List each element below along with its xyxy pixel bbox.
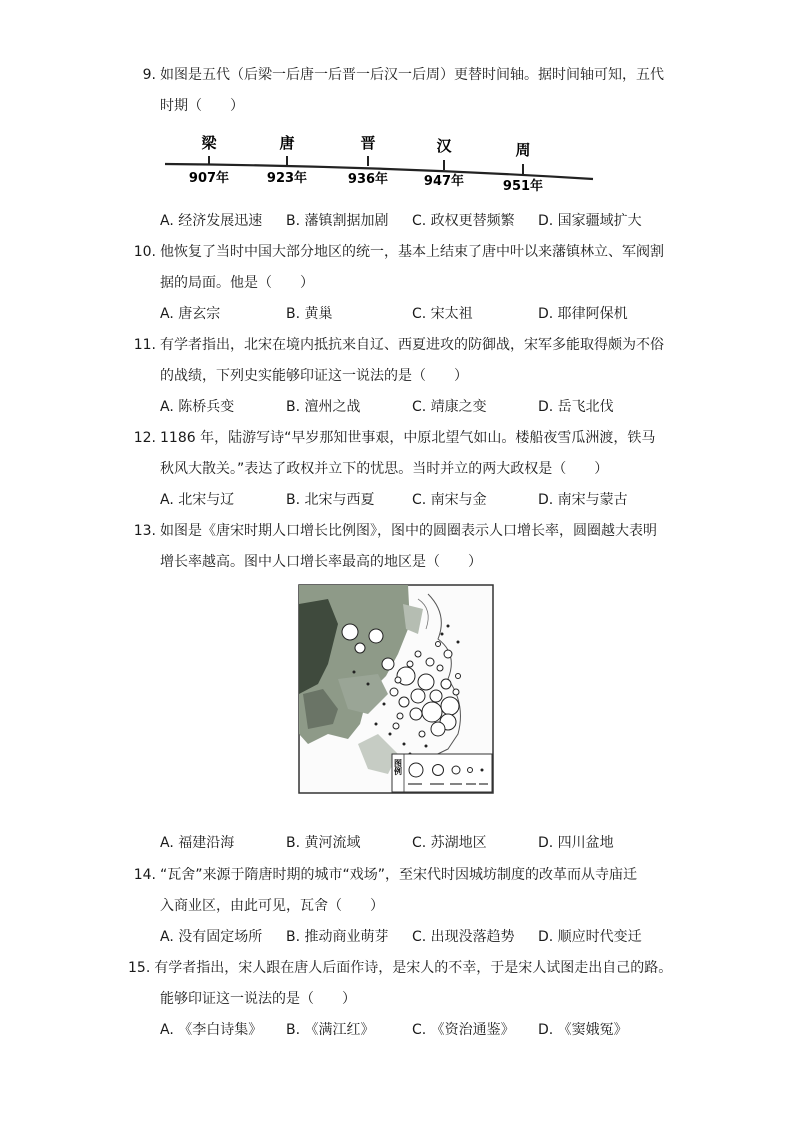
question-number: 12. [133, 430, 156, 446]
option-a: A. 唐玄宗 [160, 306, 221, 322]
option-b: B. 北宋与西夏 [286, 492, 375, 508]
option-a: A. 经济发展迅速 [160, 213, 263, 229]
option-d: D. 顺应时代变迁 [538, 929, 642, 945]
option-c: C. 苏湖地区 [412, 835, 487, 851]
option-d: D. 耶律阿保机 [538, 306, 628, 322]
timeline-dynasty-tang: 唐 [279, 134, 295, 152]
option-d: D. 南宋与蒙古 [538, 492, 628, 508]
option-b: B. 《满江红》 [286, 1022, 375, 1038]
question-15 [128, 953, 673, 1046]
question-10 [128, 237, 668, 330]
option-b: B. 黄河流域 [286, 835, 361, 851]
question-stem-line: 如图是《唐宋时期人口增长比例图》，图中的圆圈表示人口增长率，圆圈越大表明 [160, 523, 657, 539]
timeline-year-951: 951年 [502, 179, 544, 194]
question-stem-line: 能够印证这一说法的是（ ） [160, 991, 356, 1007]
timeline-dynasty-han: 汉 [436, 137, 452, 155]
timeline-year-923: 923年 [266, 171, 308, 186]
question-number: 15. [128, 960, 151, 976]
option-c: C. 南宋与金 [412, 492, 487, 508]
option-a: A. 《李白诗集》 [160, 1022, 263, 1038]
question-11 [128, 330, 668, 423]
timeline-year-936: 936年 [347, 172, 389, 187]
option-a: A. 北宋与辽 [160, 492, 235, 508]
timeline-dynasty-jin: 晋 [360, 134, 376, 152]
option-b: B. 澶州之战 [286, 399, 361, 415]
question-stem-line: 入商业区，由此可见，瓦舍（ ） [160, 898, 384, 914]
timeline-year-907: 907年 [188, 171, 230, 186]
question-12 [128, 423, 668, 516]
option-b: B. 推动商业萌芽 [286, 929, 389, 945]
question-stem-line: “瓦舍”来源于隋唐时期的城市“戏场”，至宋代时因城坊制度的改革而从寺庙迁 [160, 867, 638, 883]
timeline-dynasty-zhou: 周 [515, 141, 531, 159]
question-stem-line: 的战绩，下列史实能够印证这一说法的是（ ） [160, 368, 468, 384]
option-d: D. 四川盆地 [538, 835, 614, 851]
option-c: C. 政权更替频繁 [412, 213, 515, 229]
option-c: C. 宋太祖 [412, 306, 473, 322]
question-13-options [128, 828, 668, 859]
question-9-options [128, 206, 668, 237]
option-c: C. 《资治通鉴》 [412, 1022, 515, 1038]
question-stem-line: 有学者指出，北宋在境内抵抗来自辽、西夏进攻的防御战，宋军多能取得颇为不俗 [160, 337, 664, 353]
question-number: 10. [133, 244, 156, 260]
question-9 [128, 60, 668, 122]
question-number: 14. [133, 867, 156, 883]
question-stem-line: 据的局面。他是（ ） [160, 275, 314, 291]
five-dynasties-timeline [163, 128, 603, 196]
map-legend-label: 图例 [393, 759, 403, 775]
option-b: B. 黄巢 [286, 306, 333, 322]
question-stem-line: 时期（ ） [160, 98, 244, 114]
question-stem-line: 秋风大散关。”表达了政权并立下的忧思。当时并立的两大政权是（ ） [160, 461, 609, 477]
question-number: 9. [142, 67, 156, 83]
population-growth-map [298, 584, 494, 794]
question-stem-line: 他恢复了当时中国大部分地区的统一，基本上结束了唐中叶以来藩镇林立、军阀割 [160, 244, 664, 260]
question-13 [128, 516, 668, 578]
option-a: A. 陈桥兵变 [160, 399, 235, 415]
question-14 [128, 860, 668, 953]
option-c: C. 出现没落趋势 [412, 929, 515, 945]
question-stem-line: 如图是五代（后梁一后唐一后晋一后汉一后周）更替时间轴。据时间轴可知，五代 [160, 67, 664, 83]
option-d: D. 国家疆域扩大 [538, 213, 642, 229]
option-a: A. 福建沿海 [160, 835, 235, 851]
option-c: C. 靖康之变 [412, 399, 487, 415]
timeline-year-947: 947年 [423, 174, 465, 189]
option-d: D. 《窦娥冤》 [538, 1022, 628, 1038]
question-number: 11. [133, 337, 156, 353]
option-b: B. 藩镇割据加剧 [286, 213, 389, 229]
timeline-dynasty-liang: 梁 [201, 134, 217, 152]
option-a: A. 没有固定场所 [160, 929, 263, 945]
option-d: D. 岳飞北伐 [538, 399, 614, 415]
question-number: 13. [133, 523, 156, 539]
question-stem-line: 有学者指出，宋人跟在唐人后面作诗，是宋人的不幸，于是宋人试图走出自己的路。 [154, 960, 673, 976]
question-stem-line: 增长率越高。图中人口增长率最高的地区是（ ） [160, 554, 482, 570]
question-stem-line: 1186 年，陆游写诗“早岁那知世事艰，中原北望气如山。楼船夜雪瓜洲渡，铁马 [160, 430, 656, 446]
